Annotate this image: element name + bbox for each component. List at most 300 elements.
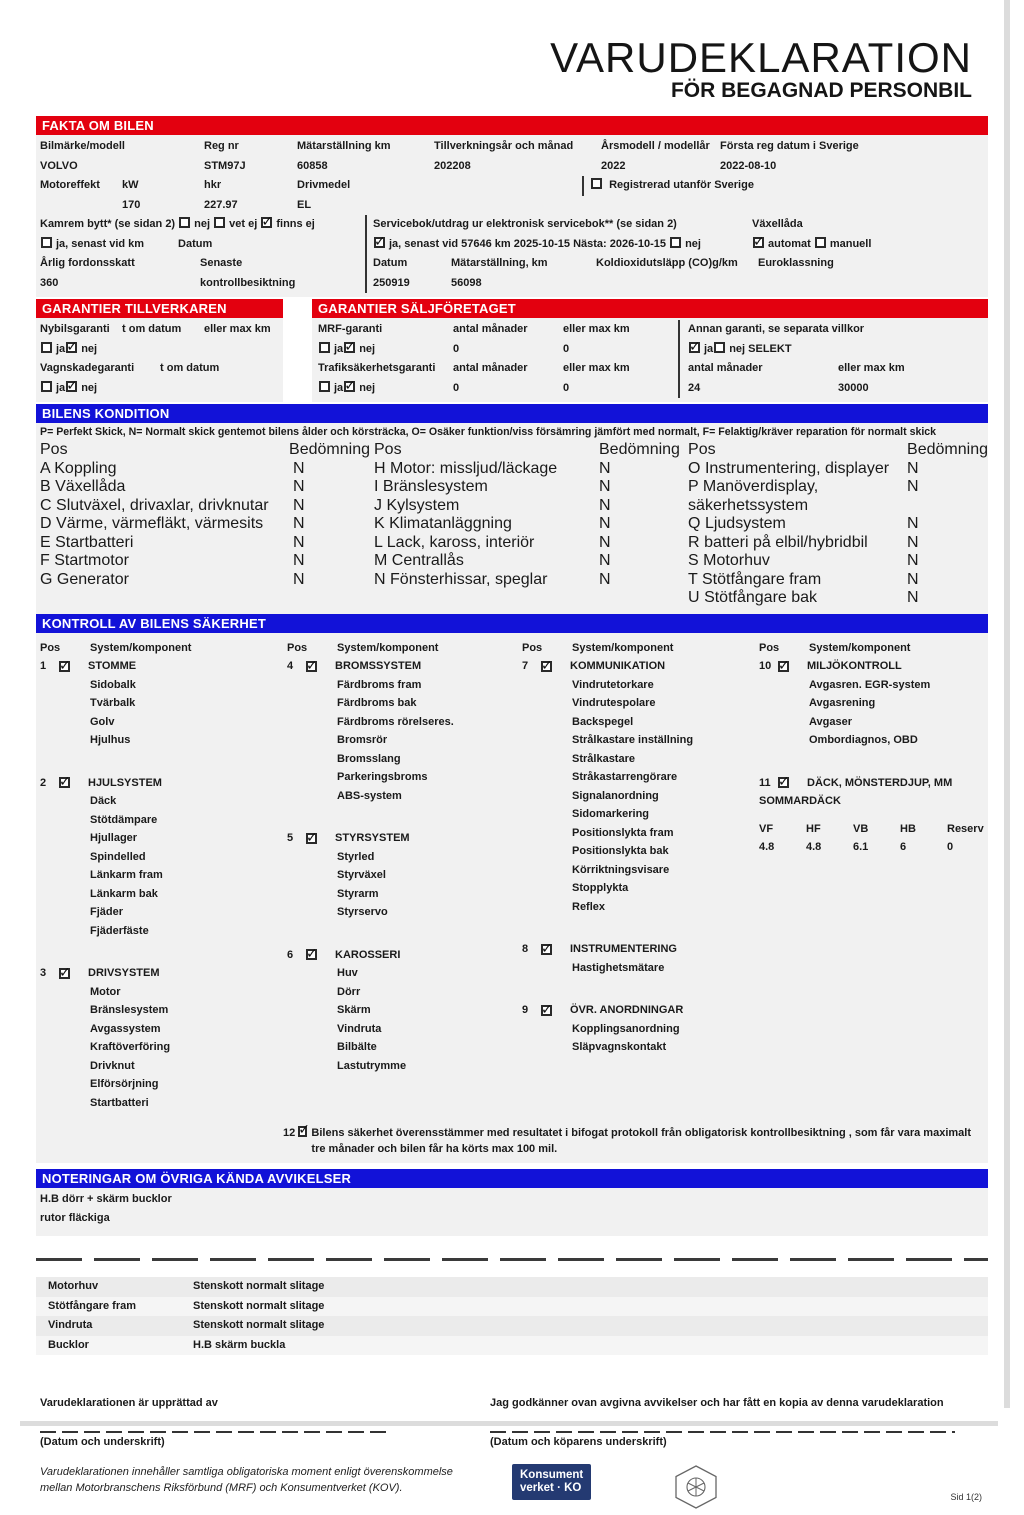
grade-value: N [907,570,919,588]
component-item: Sidobalk [90,678,136,691]
footer [36,1464,988,1515]
component-label: Lack, kaross, interiör [386,533,535,551]
trafik-answer [318,379,453,399]
position-code: U [688,589,700,607]
checkbox-icon[interactable] [41,381,52,392]
hexagon-emblem-icon [673,1464,719,1515]
avvikelse-label: Stötfångare fram [48,1299,137,1312]
component-label: Stötfångare fram [701,570,822,588]
disclaimer-line2: mellan Motorbranschens Riksförbund (MRF) och Konsumentverket (KOV). [40,1482,403,1495]
label-eller-max-km: eller max km [204,323,271,336]
checkbox-icon[interactable] [714,342,725,353]
checked-checkbox-icon[interactable] [753,237,764,248]
position-code: E [40,533,51,551]
safety-group [283,829,518,931]
group-items [36,792,283,940]
label-servicebok: Servicebok/utdrag ur elektronisk servicebok** (se sidan 2) [373,218,677,231]
checked-checkbox-icon[interactable] [306,661,317,672]
checkbox-icon[interactable] [670,237,681,248]
component-item: Hjulhus [90,734,131,747]
component-item: Kopplingsanordning [572,1022,680,1035]
kondition-row [684,552,988,571]
component-item: Styrled [337,850,375,863]
grade-value: N [599,515,611,533]
kontroll-col2 [283,639,518,1122]
group-number: 6 [287,948,294,961]
group-number: 9 [522,1004,529,1017]
tire-position-label: HF [806,822,821,835]
kondition-row [684,534,988,553]
tax-labels [40,254,365,293]
position-code: N [374,570,386,588]
checked-checkbox-icon[interactable] [298,1126,307,1137]
component-item: Skärm [337,1004,371,1017]
checked-checkbox-icon[interactable] [261,217,272,228]
value-arlig-skatt: 360 [40,276,59,289]
label-reg-utanfor: Registrerad utanför Sverige [609,179,754,192]
component-label: Ljudsystem [704,515,786,533]
label-matarstallning: Mätarställning km [297,140,391,153]
tire-column [853,820,900,857]
label-nej: nej [729,342,746,355]
label-kamrem: Kamrem bytt* (se sidan 2) [40,218,176,231]
checked-checkbox-icon[interactable] [541,661,552,672]
safety-group [36,657,283,759]
label-ja: ja [704,342,714,355]
component-item: Reflex [572,900,606,913]
position-code: P [688,478,699,496]
component-item: Signalanordning [572,789,659,802]
component-item: Hjullager [90,832,138,845]
group-items [36,983,283,1113]
value-annan-km: 30000 [838,381,869,394]
value-bilmarke: VOLVO [40,159,78,172]
label-mrf-garanti: MRF-garanti [318,323,383,336]
component-item: Stråkastarrengörare [572,771,678,784]
avvikelse-label: Vindruta [48,1319,93,1332]
component-item: Tvärbalk [90,697,136,710]
garantier-bodies [36,318,988,402]
note-line: H.B dörr + skärm bucklor [40,1193,172,1206]
garantier-tillverkaren-body [36,318,283,402]
kontroll-col4-groups [755,657,994,857]
col-header-system: System/komponent [90,641,192,654]
list-item [36,1316,988,1336]
page-edge-shadow [20,1421,998,1426]
value-regnr: STM97J [204,159,246,172]
component-item: Hastighetsmätare [572,961,665,974]
buyer-signature-line[interactable] [490,1431,955,1433]
tire-position-label: VF [759,822,774,835]
vagnskade-answer [36,379,283,399]
label-regnr: Reg nr [204,140,239,153]
label-antal-manader: antal månader [453,323,528,336]
tire-depth-value: 6 [900,841,907,854]
seller-signature-line[interactable] [40,1431,390,1433]
kondition-col1-rows [36,460,370,590]
col-header-pos: Pos [40,641,61,654]
col-header-pos: Pos [374,441,402,459]
group-items [283,848,518,922]
safety-group [283,946,518,1085]
component-item: Färdbroms bak [337,697,417,710]
safety-group [518,1001,755,1066]
label-antal-manader: antal månader [688,362,763,375]
group-items [518,676,755,917]
note-line: rutor fläckiga [40,1212,110,1225]
servicebok-answer [373,235,752,255]
kontroll-col4 [755,639,994,1122]
label-automat: automat [768,237,811,250]
grade-value: N [907,459,919,477]
annan-garanti-block [678,320,988,398]
position-code: A [40,459,50,477]
component-item: Dörr [337,985,361,998]
label-servicebok-ja: ja, senast vid 57646 km 2025-10-15 Nästa: 2026-10-15 [389,237,667,250]
item12-statement [36,1123,988,1163]
kamrem-ja-row [40,235,365,255]
grade-value: N [293,478,305,496]
kondition-row [36,534,370,553]
kondition-row [684,460,988,479]
position-code: B [40,478,51,496]
kondition-row [36,515,370,534]
component-item: Styrväxel [337,869,386,882]
component-item: Länkarm fram [90,869,163,882]
label-manuell: manuell [829,237,872,250]
registered-abroad-field [582,176,754,196]
label-arsmodell: Årsmodell / modellår [601,140,710,153]
component-item: Kraftöverföring [90,1041,171,1054]
label-nej: nej [81,342,98,355]
tire-depth-value: 0 [947,841,954,854]
section-header-fakta: FAKTA OM BILEN [36,116,988,135]
kondition-row [684,571,988,590]
col-header-pos: Pos [40,441,68,459]
mrf-answer [318,340,453,360]
position-code: S [688,552,699,570]
safety-group [283,657,518,814]
avvikelse-label: Motorhuv [48,1280,99,1293]
tire-depth-value: 6.1 [853,841,869,854]
component-label: Koppling [54,459,117,477]
component-label: Generator [56,570,129,588]
safety-group [518,657,755,925]
tire-depth-table [755,820,994,857]
component-item: Positionslykta bak [572,845,669,858]
checkbox-icon[interactable] [319,342,330,353]
group-title: DRIVSYSTEM [88,967,160,980]
col-header-bedomning: Bedömning [599,441,680,459]
checked-checkbox-icon[interactable] [374,237,385,248]
seller-signature-caption: (Datum och underskrift) [40,1436,165,1449]
value-forsta-reg: 2022-08-10 [720,159,777,172]
grade-value: N [599,478,611,496]
avvikelser-list [36,1277,988,1355]
component-item: Släpvagnskontakt [572,1041,667,1054]
component-item: Avgasrening [809,697,876,710]
position-code: T [688,570,698,588]
component-item: Bromsslang [337,752,401,765]
fakta-labels-row [36,137,988,157]
position-code: F [40,552,50,570]
kontroll-col1-groups [36,657,283,1121]
kondition-row [36,571,370,590]
component-item: Stopplykta [572,882,629,895]
checked-checkbox-icon[interactable] [344,381,355,392]
section-header-kontroll: KONTROLL AV BILENS SÄKERHET [36,614,988,633]
title-block [36,0,988,102]
component-item: Bränslesystem [90,1004,169,1017]
gearbox-answer [752,235,871,255]
component-item: Färdbroms fram [337,678,422,691]
checkbox-icon[interactable] [179,217,190,228]
group-items [518,1020,755,1057]
list-item [36,1336,988,1356]
checkbox-icon[interactable] [41,237,52,248]
fakta-section [36,135,988,297]
checked-checkbox-icon[interactable] [689,342,700,353]
col-header-pos: Pos [287,641,308,654]
checked-checkbox-icon[interactable] [541,1005,552,1016]
label-nybilsgaranti: Nybilsgaranti [40,323,110,336]
grade-value: N [907,552,919,570]
value-annan-manader: 24 [688,381,701,394]
checked-checkbox-icon[interactable] [344,342,355,353]
position-code: Q [688,515,701,533]
component-item: Motor [90,985,121,998]
kontroll-col2-groups [283,657,518,1084]
section-header-noteringar: NOTERINGAR OM ÖVRIGA KÄNDA AVVIKELSER [36,1169,988,1188]
value-mrf-km: 0 [563,342,570,355]
seller-signature-label: Varudeklarationen är upprättad av [40,1397,218,1410]
value-kw: 170 [122,198,141,211]
component-item: Sidomarkering [572,808,650,821]
label-arlig-skatt: Årlig fordonsskatt [40,257,135,270]
noteringar-body [36,1188,988,1236]
position-code: K [374,515,385,533]
component-item: Backspegel [572,715,634,728]
checked-checkbox-icon[interactable] [59,661,70,672]
value-drivmedel: EL [297,198,312,211]
label-antal-manader: antal månader [453,362,528,375]
buyer-approval-label: Jag godkänner ovan avgivna avvikelser och har fått en kopia av denna varudeklaration [490,1397,944,1410]
grade-value: N [293,515,305,533]
position-code: D [40,515,52,533]
group-title: KOMMUNIKATION [570,660,666,673]
dashed-separator [36,1258,988,1261]
kondition-row [36,460,370,479]
item12-bold: Bilens säkerhet [311,1127,393,1140]
checked-checkbox-icon[interactable] [59,968,70,979]
label-motoreffekt: Motoreffekt [40,179,100,192]
kondition-row [370,515,684,534]
tire-column [806,820,853,857]
label-vet-ej: vet ej [229,218,258,231]
group-title: DÄCK, MÖNSTERDJUP, MM [807,776,953,789]
group-number: 2 [40,776,47,789]
label-datum: Datum [178,237,213,250]
checkbox-icon[interactable] [591,178,602,189]
component-label: Bränslesystem [382,478,488,496]
grade-value: N [907,589,919,607]
kondition-row [684,478,988,515]
label-eller-max-km: eller max km [563,323,630,336]
section-header-kondition: BILENS KONDITION [36,404,988,423]
group-title: STYRSYSTEM [335,832,410,845]
kondition-row [370,534,684,553]
group-number: 12 [283,1127,296,1140]
kondition-row [684,589,988,608]
component-item: Parkeringsbroms [337,771,428,784]
label-finns-ej: finns ej [276,218,315,231]
component-item: Vindruta [337,1022,382,1035]
grade-value: N [907,515,919,533]
value-mrf-manader: 0 [453,342,460,355]
label-senaste: Senaste [200,257,243,270]
label-ja: ja [334,381,344,394]
label-forsta-reg: Första reg datum i Sverige [720,140,859,153]
checked-checkbox-icon[interactable] [306,949,317,960]
grade-value: N [907,478,919,496]
component-item: Positionslykta fram [572,826,674,839]
component-item: Startbatteri [90,1096,149,1109]
avvikelse-label: Bucklor [48,1338,89,1351]
label-ja: ja [334,342,344,355]
component-item: Ombordiagnos, OBD [809,734,918,747]
group-items [283,676,518,806]
kondition-row [36,552,370,571]
motor-values [36,196,457,216]
component-label: Startbatteri [55,533,134,551]
group-items [518,959,755,978]
servicebok-column [365,215,988,293]
konsumentverket-logo [512,1464,591,1500]
component-label: batteri på elbil/hybridbil [704,533,868,551]
nybils-answer [36,340,283,360]
component-item: Styrservo [337,906,388,919]
component-label: Värme, värmefläkt, värmesits [56,515,264,533]
label-nej: nej [194,218,211,231]
avvikelse-value: Stenskott normalt slitage [193,1280,325,1293]
garantier-saljforetaget-body [312,318,988,402]
col-header-bedomning: Bedömning [907,441,988,459]
component-item: Vindrutespolare [572,697,656,710]
label-besiktning-datum: Datum [373,257,408,270]
fakta-lower-split [36,215,988,293]
saljforetag-left-grid [312,320,678,398]
group-items [283,964,518,1075]
section-header-garantier-saljforetaget: GARANTIER SÄLJFÖRETAGET [312,299,988,318]
kondition-col3-rows [684,460,988,608]
label-drivmedel: Drivmedel [297,179,351,192]
component-item: Stötdämpare [90,813,158,826]
group-title: KAROSSERI [335,948,401,961]
component-item: Styrarm [337,887,379,900]
besiktning-grid [373,254,988,293]
label-nej: nej [81,381,98,394]
value-besiktning-km: 56098 [451,276,482,289]
motor-labels [36,176,457,196]
label-eller-max-km: eller max km [838,362,905,375]
kondition-row [36,497,370,516]
page-subtitle: FÖR BEGAGNAD PERSONBIL [670,79,972,103]
checked-checkbox-icon[interactable] [778,777,789,788]
label-ja: ja [56,342,66,355]
component-label: Klimatanläggning [389,515,512,533]
kondition-row [370,497,684,516]
page-edge-shadow [1004,0,1010,1408]
component-item: Avgaser [809,715,853,728]
group-number: 1 [40,660,47,673]
fakta-motor-row [36,176,988,215]
component-label: Instrumentering, displayer [704,459,890,477]
grade-value: N [293,570,305,588]
kamrem-and-tax-column [36,215,365,293]
kondition-row [36,478,370,497]
checkbox-icon[interactable] [41,342,52,353]
checked-checkbox-icon[interactable] [778,661,789,672]
checked-checkbox-icon[interactable] [59,777,70,788]
checked-checkbox-icon[interactable] [306,833,317,844]
page-title: VARUDEKLARATION [550,34,972,81]
label-kw: kW [122,179,139,192]
grade-value: N [293,496,305,514]
group-number: 10 [759,660,772,673]
value-trafik-km: 0 [563,381,570,394]
component-item: Spindelled [90,850,146,863]
label-tillverkningsar: Tillverkningsår och månad [434,140,574,153]
checked-checkbox-icon[interactable] [66,342,77,353]
position-code: M [374,552,388,570]
annan-answer [688,340,988,360]
badge-line2: verket · KO [520,1482,582,1495]
label-vagnskadegaranti: Vagnskadegaranti [40,362,135,375]
position-code: R [688,533,700,551]
component-label: Centrallås [391,552,464,570]
kontroll-col3-groups [518,657,755,1066]
checked-checkbox-icon[interactable] [66,381,77,392]
checkbox-icon[interactable] [815,237,826,248]
kamrem-row [40,215,365,235]
component-item: Vindrutetorkare [572,678,654,691]
label-hkr: hkr [204,179,222,192]
servicebok-and-gearbox [373,215,988,254]
value-besiktning-datum: 250919 [373,276,410,289]
group-number: 5 [287,832,294,845]
grade-value: N [907,533,919,551]
label-bilmarke: Bilmärke/modell [40,140,125,153]
col-header-pos: Pos [688,441,716,459]
position-code: I [374,478,379,496]
value-trafik-manader: 0 [453,381,460,394]
tire-column [947,820,994,857]
checkbox-icon[interactable] [319,381,330,392]
fakta-values-row [36,157,988,177]
label-nej: nej [359,381,376,394]
component-item: Lastutrymme [337,1059,407,1072]
garantier-headers [36,299,988,318]
section-header-garantier-tillverkaren: GARANTIER TILLVERKAREN [36,299,283,318]
checkbox-icon[interactable] [214,217,225,228]
group-title: INSTRUMENTERING [570,943,677,956]
position-code: C [40,496,52,514]
checked-checkbox-icon[interactable] [541,944,552,955]
grade-value: N [599,552,611,570]
gearbox-block [752,215,871,254]
component-item: Däck [90,795,117,808]
component-label: Slutväxel, drivaxlar, drivknutar [56,496,269,514]
